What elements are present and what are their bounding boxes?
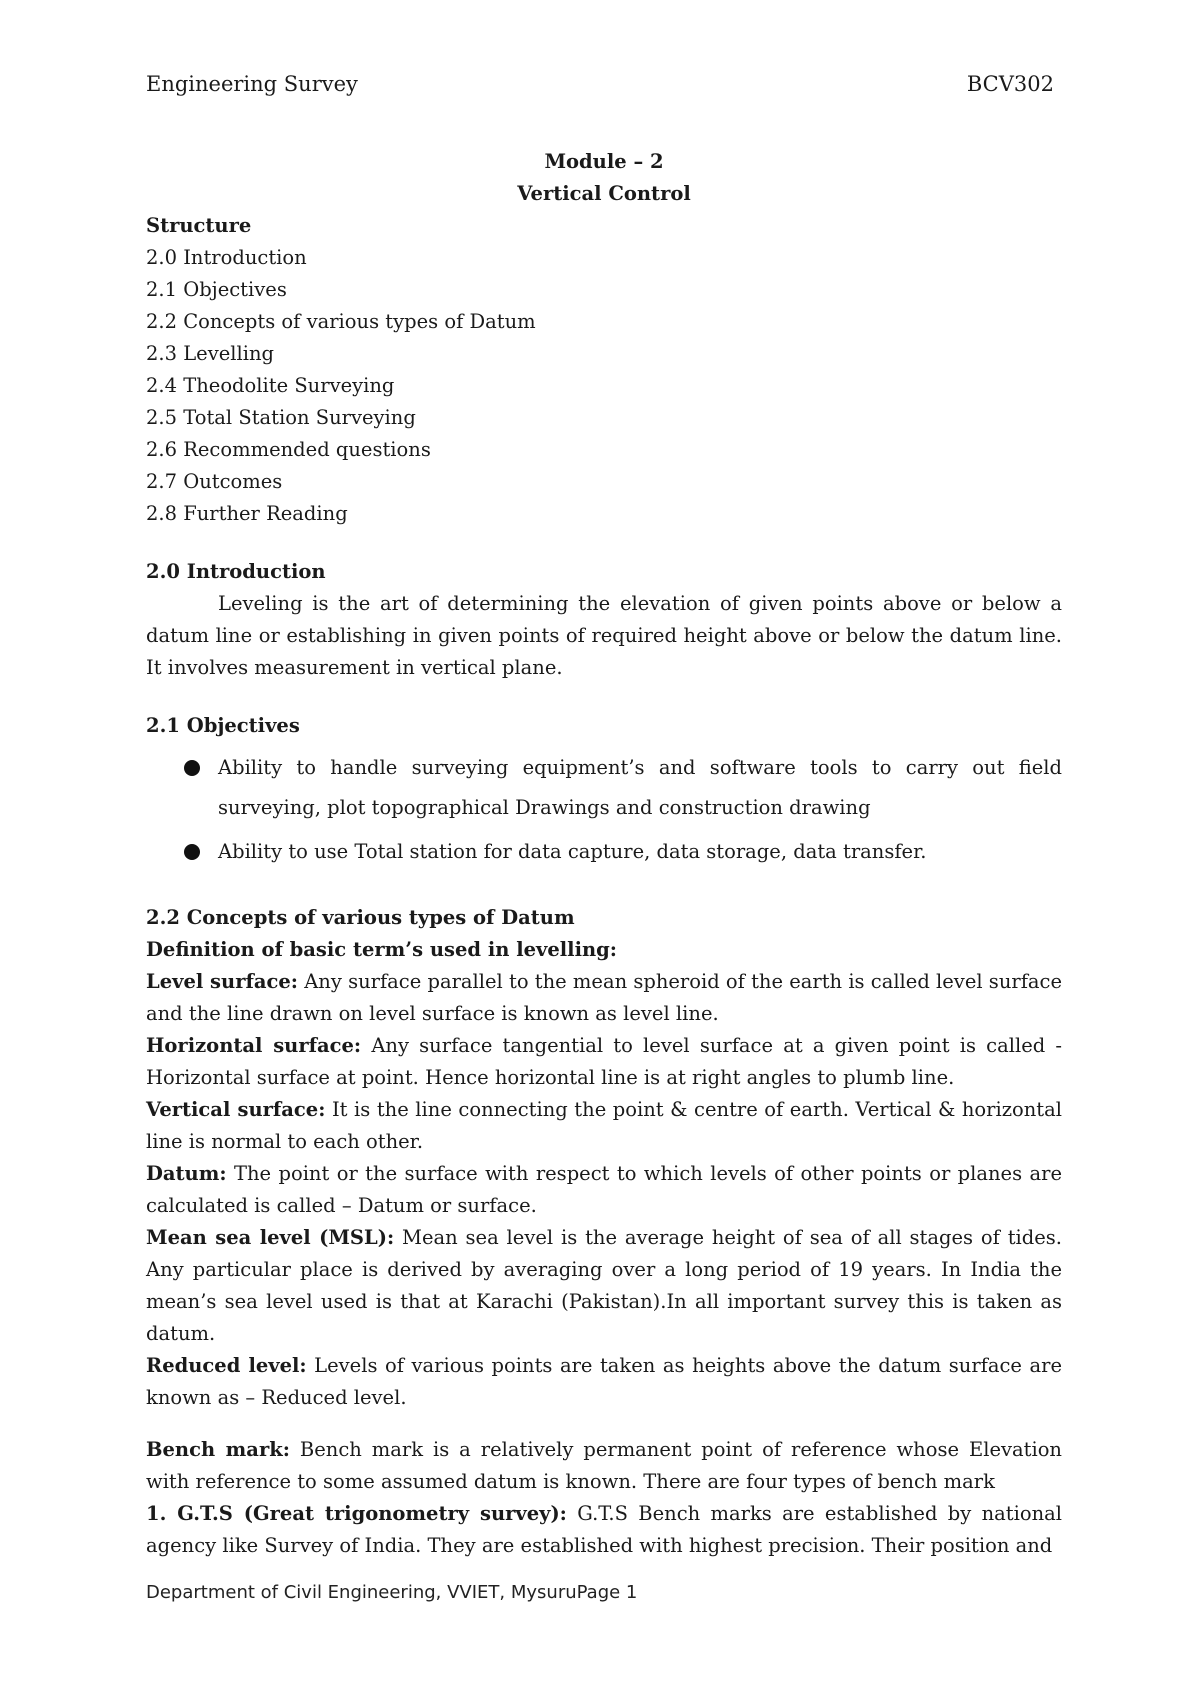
module-subtitle: Vertical Control [517, 182, 691, 205]
objective-text: Ability to use Total station for data capture, data storage, data transfer. [218, 840, 927, 863]
page-content [146, 146, 1062, 1562]
definition-datum [146, 1158, 1062, 1222]
definition-term: 1. G.T.S (Great trigonometry survey): [146, 1502, 567, 1525]
definition-text: G.T.S Bench marks are established by national agency like Survey of India. They are established with highest precision. Their position and [146, 1502, 1063, 1557]
structure-item: 2.8 Further Reading [146, 502, 348, 525]
structure-item: 2.4 Theodolite Surveying [146, 374, 395, 397]
objective-item [146, 832, 1062, 872]
module-title: Module – 2 [544, 150, 664, 173]
intro-heading: 2.0 Introduction [146, 560, 326, 583]
header-course-title: Engineering Survey [146, 72, 358, 96]
definition-vertical-surface [146, 1094, 1062, 1158]
datum-subheading: Definition of basic term’s used in levelling: [146, 938, 617, 961]
page-footer: Department of Civil Engineering, VVIET, MysuruPage 1 [146, 1582, 638, 1603]
objective-item [146, 748, 1062, 828]
intro-paragraph: Leveling is the art of determining the elevation of given points above or below a datum line or establishing in given points of required height above or below the datum line. It involves measurement in vertical plane. [146, 592, 1062, 679]
definition-text: Any surface tangential to level surface at a given point is called - Horizontal surface at point. Hence horizontal line is at right angles to plumb line. [146, 1034, 1062, 1089]
definition-text: It is the line connecting the point & centre of earth. Vertical & horizontal line is normal to each other. [146, 1098, 1062, 1153]
definition-level-surface [146, 966, 1062, 1030]
objectives-list [146, 748, 1062, 872]
definition-text: The point or the surface with respect to which levels of other points or planes are calculated is called – Datum or surface. [146, 1162, 1062, 1217]
definition-term: Horizontal surface: [146, 1034, 362, 1057]
bullet-icon [184, 844, 200, 860]
bullet-icon [184, 760, 200, 776]
definition-term: Vertical surface: [146, 1098, 326, 1121]
definition-term: Reduced level: [146, 1354, 307, 1377]
definition-text: Any surface parallel to the mean spheroid of the earth is called level surface and the line drawn on level surface is known as level line. [146, 970, 1062, 1025]
definition-term: Bench mark: [146, 1438, 290, 1461]
definition-horizontal-surface [146, 1030, 1062, 1094]
definition-gts-bench-mark [146, 1498, 1062, 1562]
structure-item: 2.6 Recommended questions [146, 438, 431, 461]
definition-mean-sea-level [146, 1222, 1062, 1350]
page-header [146, 72, 1054, 96]
objective-text: Ability to handle surveying equipment’s and software tools to carry out field surveying, plot topographical Drawings and construction drawing [218, 756, 1062, 819]
definition-text: Mean sea level is the average height of sea of all stages of tides. Any particular place is derived by averaging over a long period of 19 years. In India the mean’s sea level used is that at Karachi (Pakistan).In all important survey this is taken as datum. [146, 1226, 1062, 1345]
structure-item: 2.3 Levelling [146, 342, 275, 365]
structure-item: 2.1 Objectives [146, 278, 287, 301]
datum-heading: 2.2 Concepts of various types of Datum [146, 906, 575, 929]
definition-term: Level surface: [146, 970, 298, 993]
structure-list [146, 242, 1062, 530]
definition-reduced-level [146, 1350, 1062, 1414]
definition-term: Mean sea level (MSL): [146, 1226, 395, 1249]
definition-term: Datum: [146, 1162, 227, 1185]
structure-heading: Structure [146, 214, 252, 237]
structure-item: 2.0 Introduction [146, 246, 307, 269]
structure-item: 2.2 Concepts of various types of Datum [146, 310, 536, 333]
definition-bench-mark [146, 1434, 1062, 1498]
definition-text: Bench mark is a relatively permanent point of reference whose Elevation with reference to some assumed datum is known. There are four types of bench mark [146, 1438, 1062, 1493]
structure-item: 2.5 Total Station Surveying [146, 406, 416, 429]
definition-text: Levels of various points are taken as heights above the datum surface are known as – Reduced level. [146, 1354, 1062, 1409]
structure-item: 2.7 Outcomes [146, 470, 283, 493]
objectives-heading: 2.1 Objectives [146, 714, 300, 737]
header-course-code: BCV302 [966, 72, 1054, 96]
